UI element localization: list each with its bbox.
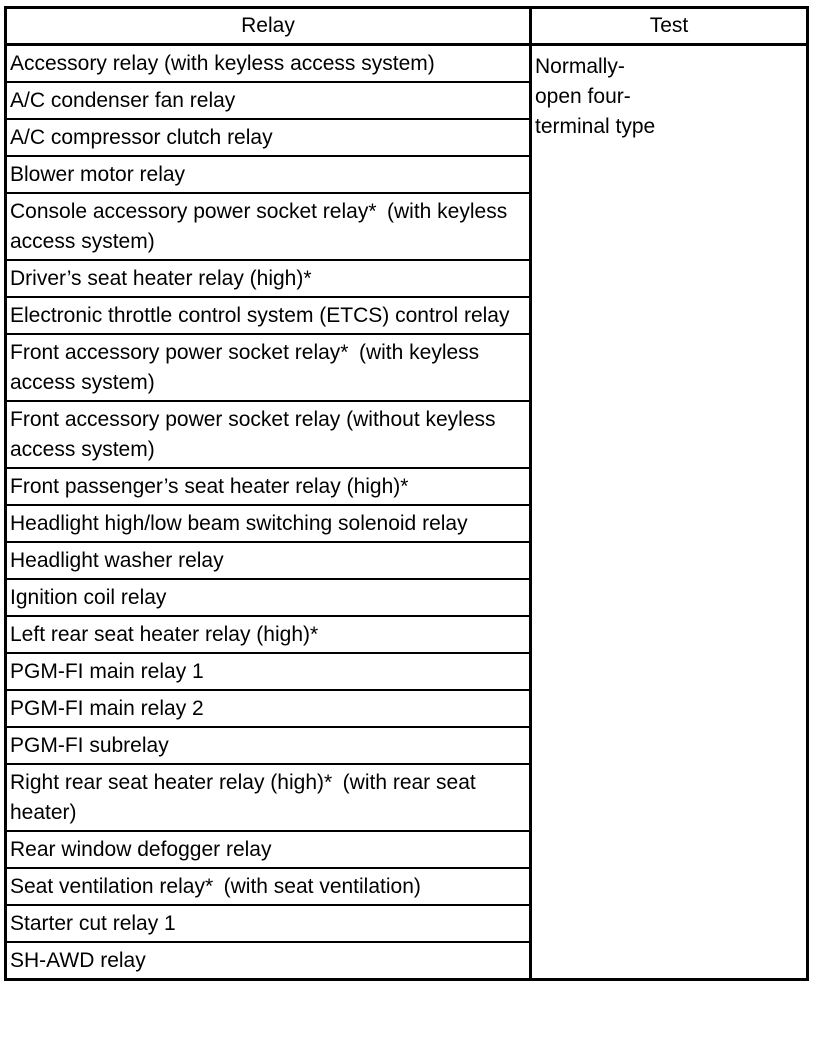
test-line: open four- [535, 85, 631, 108]
relay-cell: Headlight washer relay [6, 542, 531, 579]
relay-cell: Ignition coil relay [6, 579, 531, 616]
relay-cell: Headlight high/low beam switching solenoid relay [6, 505, 531, 542]
relay-cell: Driver’s seat heater relay (high)* [6, 260, 531, 297]
relay-cell: A/C condenser fan relay [6, 82, 531, 119]
relay-cell: Starter cut relay 1 [6, 905, 531, 942]
relay-cell: Right rear seat heater relay (high)* (with rear seat heater) [6, 764, 531, 831]
relay-cell: Seat ventilation relay* (with seat ventilation) [6, 868, 531, 905]
table-body [6, 45, 808, 980]
relay-cell: Left rear seat heater relay (high)* [6, 616, 531, 653]
relay-cell: SH-AWD relay [6, 942, 531, 980]
test-line: terminal type [535, 115, 656, 138]
relay-cell: Rear window defogger relay [6, 831, 531, 868]
table-row [6, 45, 808, 83]
relay-column-header: Relay [6, 8, 531, 45]
relay-cell: A/C compressor clutch relay [6, 119, 531, 156]
table-header-row [6, 8, 808, 45]
relay-cell: Front accessory power socket relay (without keyless access system) [6, 401, 531, 468]
relay-cell: Accessory relay (with keyless access system) [6, 45, 531, 83]
relay-cell: PGM-FI main relay 1 [6, 653, 531, 690]
relay-cell: Blower motor relay [6, 156, 531, 193]
relay-cell: Front accessory power socket relay* (with keyless access system) [6, 334, 531, 401]
relay-cell: Front passenger’s seat heater relay (high)* [6, 468, 531, 505]
relay-cell: PGM-FI subrelay [6, 727, 531, 764]
relay-cell: Console accessory power socket relay* (with keyless access system) [6, 193, 531, 260]
test-column-header: Test [531, 8, 808, 45]
test-cell [531, 45, 808, 980]
relay-test-table [4, 6, 809, 981]
relay-cell: PGM-FI main relay 2 [6, 690, 531, 727]
test-line: Normally- [535, 55, 625, 78]
relay-cell: Electronic throttle control system (ETCS) control relay [6, 297, 531, 334]
